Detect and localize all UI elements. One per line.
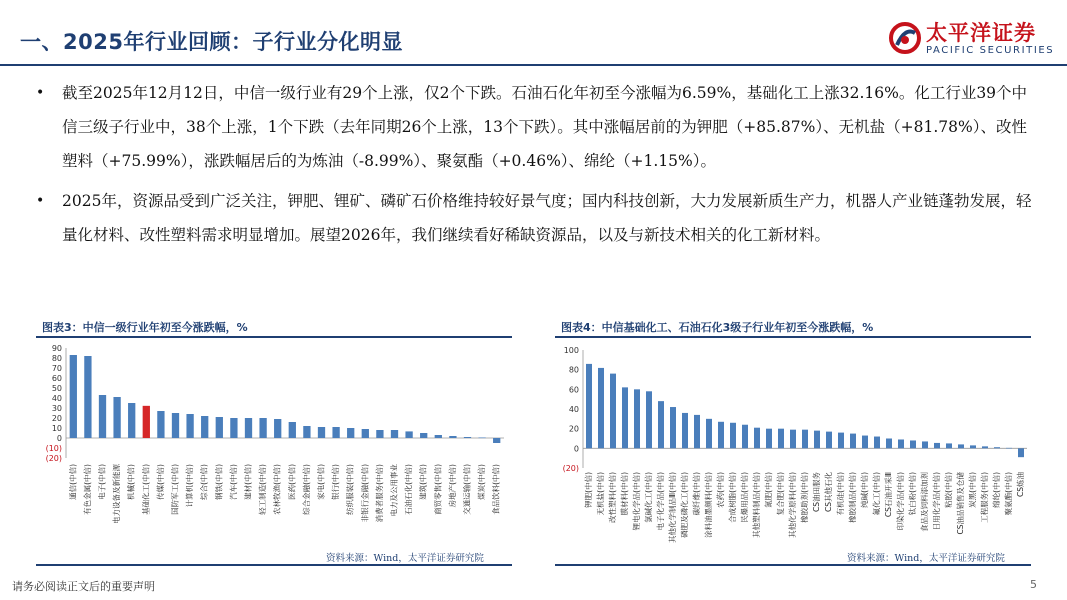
x-tick-label: 电力设备及新能源	[112, 464, 122, 524]
bullet-list	[30, 76, 1040, 258]
x-tick-label: 电子化学品(中信)	[656, 472, 665, 531]
x-tick-label: 国防军工(中信)	[170, 464, 180, 515]
bar	[910, 440, 916, 448]
bar	[84, 356, 91, 438]
x-tick-label: 其他塑料制品(中信)	[752, 472, 761, 538]
logo-icon	[888, 21, 922, 55]
chart-title-bar	[555, 316, 1031, 338]
x-tick-label: CS石油开采Ⅲ	[884, 472, 893, 518]
page-title: 一、2025年行业回顾：子行业分化明显	[20, 30, 403, 54]
bar	[157, 411, 164, 438]
bar	[113, 397, 120, 438]
x-tick-label: 家电(中信)	[316, 464, 326, 500]
bar	[332, 427, 339, 438]
y-tick-label: 20	[568, 424, 579, 434]
x-tick-label: 电力及公用事业	[389, 464, 399, 517]
bar	[658, 401, 664, 448]
bar	[1018, 448, 1024, 457]
bar-chart-subindustry	[555, 340, 1031, 552]
bar	[303, 426, 310, 438]
x-tick-label: 钢铁(中信)	[214, 464, 224, 500]
x-tick-label: 氟化工(中信)	[872, 472, 881, 516]
bullet-text: 截至2025年12月12日，中信一级行业有29个上涨，仅2个下跌。石油石化年初至今涨幅为6.59%，基础化工上涨32.16%。化工行业39个中信三级子行业中，38个上涨，1个下跌（去年同期26个上涨，13个下跌）。其中涨幅居前的为钾肥（+85.87%）、无机盐（+81.78%）、改性塑料（+75.99%），涨跌幅居后的为炼油（-8.99%）、聚氨酯（+0.46%）、绵纶（+1.15%）。	[62, 84, 1028, 170]
x-tick-label: 无机盐(中信)	[596, 472, 605, 516]
bar	[143, 406, 150, 438]
x-tick-label: CS其他石化	[824, 472, 833, 512]
x-tick-label: 民爆用品(中信)	[740, 472, 749, 523]
bar	[318, 427, 325, 438]
header-divider	[0, 64, 1067, 66]
x-tick-label: 锂电化学品(中信)	[632, 472, 641, 531]
y-tick-label: 0	[56, 434, 62, 443]
bar	[730, 423, 736, 449]
bar	[362, 429, 369, 438]
x-tick-label: 绵纶(中信)	[992, 472, 1001, 508]
bar	[766, 429, 772, 449]
x-tick-label: 其他化学原料(中信)	[788, 472, 797, 538]
y-tick-label: 40	[51, 394, 62, 403]
bar	[670, 407, 676, 448]
chart-panel-subindustry	[555, 316, 1031, 566]
x-tick-label: 建材(中信)	[243, 464, 253, 500]
bar	[886, 439, 892, 449]
x-tick-label: 膜材料(中信)	[620, 472, 629, 516]
x-tick-label: CS炼油	[1016, 472, 1025, 497]
chart-title: 图表3：中信一级行业年初至今涨跌幅，%	[42, 321, 248, 334]
bar	[934, 443, 940, 448]
x-tick-label: 综合(中信)	[199, 464, 209, 500]
bar	[802, 430, 808, 449]
bar	[598, 368, 604, 448]
footer-disclaimer: 请务必阅读正文后的重要声明	[12, 580, 155, 593]
bar	[838, 433, 844, 449]
x-tick-label: 非银行金融(中信)	[360, 464, 370, 523]
x-tick-label: 其他化学制品Ⅲ(中信)	[668, 472, 677, 544]
y-tick-label: 80	[568, 365, 579, 375]
bar	[706, 419, 712, 449]
y-tick-label: 90	[51, 344, 62, 353]
x-tick-label: 通信(中信)	[68, 464, 78, 500]
logo-english-name: PACIFIC SECURITIES	[926, 45, 1055, 56]
bar	[128, 403, 135, 438]
y-tick-label: 100	[563, 346, 579, 355]
bar	[646, 391, 652, 448]
x-tick-label: 基础化工(中信)	[141, 464, 151, 515]
bar	[874, 437, 880, 449]
company-logo	[886, 17, 1061, 61]
bar	[405, 431, 412, 438]
x-tick-label: 商贸零售(中信)	[433, 464, 443, 515]
bar	[230, 418, 237, 438]
bullet-item	[30, 76, 1040, 178]
x-tick-label: 传媒(中信)	[155, 464, 165, 500]
bar	[946, 443, 952, 448]
x-tick-label: 消费者服务(中信)	[374, 464, 384, 523]
chart-source: 资料来源：Wind，太平洋证券研究院	[326, 553, 484, 564]
bar	[742, 425, 748, 449]
bar	[922, 441, 928, 448]
x-tick-label: 工程服务(中信)	[980, 472, 989, 523]
bar	[718, 422, 724, 449]
x-tick-label: CS油田服务	[812, 472, 821, 512]
x-tick-label: 复合肥(中信)	[776, 472, 785, 516]
y-tick-label: 80	[51, 354, 62, 363]
x-tick-label: 碳纤维(中信)	[692, 472, 701, 516]
bar	[610, 374, 616, 449]
chart-bottom-divider	[555, 564, 1031, 566]
x-tick-label: 农药(中信)	[716, 472, 725, 508]
bar	[850, 434, 856, 449]
x-tick-label: 建筑(中信)	[418, 464, 428, 500]
x-tick-label: 钾肥(中信)	[584, 472, 593, 508]
header	[0, 0, 1067, 64]
x-tick-label: 印染化学品(中信)	[896, 472, 905, 531]
bar	[958, 444, 964, 448]
bullet-dot-icon: •	[36, 193, 45, 209]
x-tick-label: 涂料油墨颜料(中信)	[704, 472, 713, 538]
y-tick-label: (10)	[45, 444, 62, 453]
chart-bottom-divider	[36, 564, 512, 566]
y-tick-label: 20	[51, 414, 62, 423]
bar	[245, 418, 252, 438]
x-tick-label: 粘胶(中信)	[944, 472, 953, 508]
x-tick-label: 计算机(中信)	[185, 464, 195, 508]
bar	[216, 417, 223, 438]
x-tick-label: 日用化学品(中信)	[932, 472, 941, 531]
chart-title-bar	[36, 316, 512, 338]
bar	[478, 438, 485, 439]
y-tick-label: (20)	[45, 454, 62, 463]
bar	[814, 431, 820, 449]
x-tick-label: 银行(中信)	[331, 464, 341, 500]
y-tick-label: (20)	[562, 464, 579, 473]
y-tick-label: 30	[51, 404, 62, 413]
x-tick-label: 氯碱化工(中信)	[644, 472, 653, 523]
x-tick-label: 电子(中信)	[97, 464, 107, 500]
bar	[186, 414, 193, 438]
x-tick-label: 煤炭(中信)	[477, 464, 487, 500]
bullet-dot-icon: •	[36, 85, 45, 101]
bar	[464, 437, 471, 438]
bar	[347, 428, 354, 438]
bar	[826, 432, 832, 449]
chart-title: 图表4：中信基础化工、石油石化3级子行业年初至今涨跌幅，%	[561, 321, 874, 334]
bar	[682, 413, 688, 448]
x-tick-label: 机械(中信)	[126, 464, 136, 500]
bar	[1006, 448, 1012, 449]
x-tick-label: 改性塑料(中信)	[608, 472, 617, 523]
x-tick-label: 合成树脂(中信)	[728, 472, 737, 523]
x-tick-label: 钛白粉(中信)	[908, 472, 917, 516]
x-tick-label: 橡胶制品(中信)	[848, 472, 857, 523]
x-tick-label: 有机硅(中信)	[836, 472, 845, 516]
bar	[778, 429, 784, 449]
bar	[289, 422, 296, 438]
y-tick-label: 60	[568, 385, 579, 395]
bar	[493, 438, 500, 443]
y-tick-label: 70	[51, 364, 62, 373]
bar	[172, 413, 179, 438]
bar	[435, 435, 442, 438]
bar	[586, 364, 592, 448]
y-tick-label: 60	[51, 374, 62, 383]
bar	[982, 446, 988, 448]
bar	[970, 445, 976, 448]
x-tick-label: 石油石化(中信)	[404, 464, 414, 515]
bar-chart-industry	[36, 340, 512, 552]
bar	[634, 389, 640, 448]
y-tick-label: 0	[573, 444, 579, 454]
chart-panel-industry	[36, 316, 512, 566]
bar	[622, 387, 628, 448]
bar	[449, 436, 456, 438]
y-tick-label: 50	[51, 384, 62, 393]
x-tick-label: 食品饮料(中信)	[491, 464, 501, 515]
y-tick-label: 40	[568, 405, 579, 414]
bar	[274, 419, 281, 438]
x-tick-label: 有色金属(中信)	[82, 464, 92, 515]
x-tick-label: 橡胶助剂(中信)	[800, 472, 809, 523]
bar	[376, 430, 383, 438]
x-tick-label: 磷肥及磷化工(中信)	[680, 472, 689, 538]
x-tick-label: 轻工制造(中信)	[258, 464, 268, 515]
bar	[259, 418, 266, 438]
bar	[754, 428, 760, 449]
bar	[420, 433, 427, 438]
x-tick-label: 房地产(中信)	[447, 464, 457, 508]
bar	[70, 355, 77, 438]
bar	[898, 439, 904, 448]
bar	[99, 395, 106, 438]
x-tick-label: 纺织服装(中信)	[345, 464, 355, 515]
x-tick-label: CS油品销售及仓储	[956, 472, 965, 535]
x-tick-label: 炭黑(中信)	[968, 472, 977, 508]
x-tick-label: 食品及饲料添加剂	[920, 472, 929, 532]
logo-chinese-name: 太平洋证券	[926, 21, 1036, 45]
x-tick-label: 交通运输(中信)	[462, 464, 472, 515]
x-tick-label: 氮肥(中信)	[764, 472, 773, 508]
x-tick-label: 农林牧渔(中信)	[272, 464, 282, 515]
bullet-text: 2025年，资源品受到广泛关注，钾肥、锂矿、磷矿石价格维持较好景气度；国内科技创新，大力发展新质生产力，机器人产业链蓬勃发展，轻量化材料、改性塑料需求明显增加。展望2026年，我们继续看好稀缺资源品，以及与新技术相关的化工新材料。	[62, 192, 1032, 244]
x-tick-label: 综合金融(中信)	[301, 464, 311, 515]
chart-source: 资料来源：Wind，太平洋证券研究院	[847, 553, 1005, 564]
bar	[862, 436, 868, 449]
bar	[790, 430, 796, 449]
bar	[391, 430, 398, 438]
bar	[994, 447, 1000, 448]
x-tick-label: 纯碱(中信)	[860, 472, 869, 508]
bar	[201, 416, 208, 438]
bullet-item	[30, 184, 1040, 252]
x-tick-label: 医药(中信)	[287, 464, 297, 500]
y-tick-label: 10	[51, 424, 62, 433]
x-tick-label: 聚氨酯(中信)	[1004, 472, 1013, 516]
page-number: 5	[1030, 578, 1037, 591]
bar	[694, 415, 700, 448]
x-tick-label: 汽车(中信)	[228, 464, 238, 500]
